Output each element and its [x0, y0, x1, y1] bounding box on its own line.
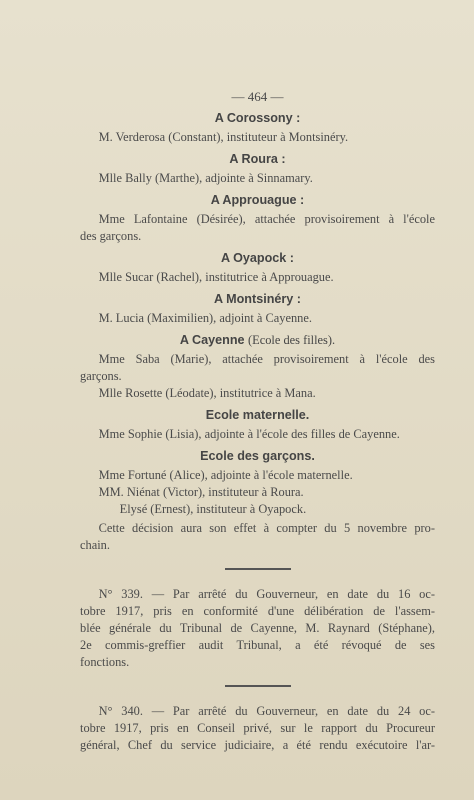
section-heading-ecole-garcons: Ecole des garçons.: [200, 449, 315, 463]
section-divider: [225, 568, 291, 570]
appointment-line: M. Verderosa (Constant), instituteur à Montsinéry.: [98, 130, 349, 144]
decree-339-line: blée générale du Tribunal de Cayenne, M. Raynard (Stéphane),: [80, 621, 435, 635]
section-heading-cayenne: [80, 332, 435, 349]
decree-340-line: tobre 1917, pris en Conseil privé, sur le rapport du Procureur: [80, 721, 435, 735]
decree-339-line: N° 339. — Par arrêté du Gouverneur, en date du 16 oc-: [98, 587, 435, 601]
appointment-line: Mlle Rosette (Léodate), institutrice à Mana.: [98, 386, 316, 400]
decree-340-line: général, Chef du service judiciaire, a été rendu exécutoire l'ar-: [80, 738, 435, 752]
appointment-line: Mme Sophie (Lisia), adjointe à l'école des filles de Cayenne.: [98, 427, 400, 441]
decree-339-line: fonctions.: [80, 655, 130, 669]
section-heading-montsinery: A Montsinéry :: [214, 292, 301, 306]
appointment-line: MM. Niénat (Victor), instituteur à Roura.: [98, 485, 304, 499]
section-heading-oyapock: A Oyapock :: [220, 251, 295, 265]
appointment-line: Mme Saba (Marie), attachée provisoirement à l'école des: [98, 352, 435, 366]
appointment-line: garçons.: [80, 369, 122, 383]
section-heading-approuague: A Approuague :: [210, 193, 305, 207]
appointment-line: Elysé (Ernest), instituteur à Oyapock.: [119, 502, 307, 516]
decree-339-line: tobre 1917, pris en conformité d'une délibération de l'assem-: [80, 604, 435, 618]
appointment-line: Mme Fortuné (Alice), adjointe à l'école maternelle.: [98, 468, 353, 482]
section-heading-cayenne-title: A Cayenne: [179, 333, 245, 347]
decree-339-line: 2e commis-greffier audit Tribunal, a été révoqué de ses: [80, 638, 435, 652]
section-heading-ecole-maternelle: Ecole maternelle.: [205, 408, 310, 422]
section-divider: [225, 685, 291, 687]
appointment-line: M. Lucia (Maximilien), adjoint à Cayenne.: [98, 311, 312, 325]
page-number: — 464 —: [231, 89, 284, 104]
section-heading-cayenne-sub: (Ecole des filles).: [248, 333, 336, 347]
appointment-line: Mlle Sucar (Rachel), institutrice à Approuague.: [98, 270, 334, 284]
appointment-line: Mlle Bally (Marthe), adjointe à Sinnamary.: [98, 171, 313, 185]
closing-line: Cette décision aura son effet à compter du 5 novembre pro-: [98, 521, 435, 535]
closing-line: chain.: [80, 538, 110, 552]
section-heading-corossony: A Corossony :: [214, 111, 301, 125]
appointment-line: des garçons.: [80, 229, 142, 243]
page-content: [80, 88, 435, 754]
decree-340-line: N° 340. — Par arrêté du Gouverneur, en date du 24 oc-: [98, 704, 435, 718]
section-heading-roura: A Roura :: [229, 152, 286, 166]
appointment-line: Mme Lafontaine (Désirée), attachée provisoirement à l'école: [98, 212, 435, 226]
